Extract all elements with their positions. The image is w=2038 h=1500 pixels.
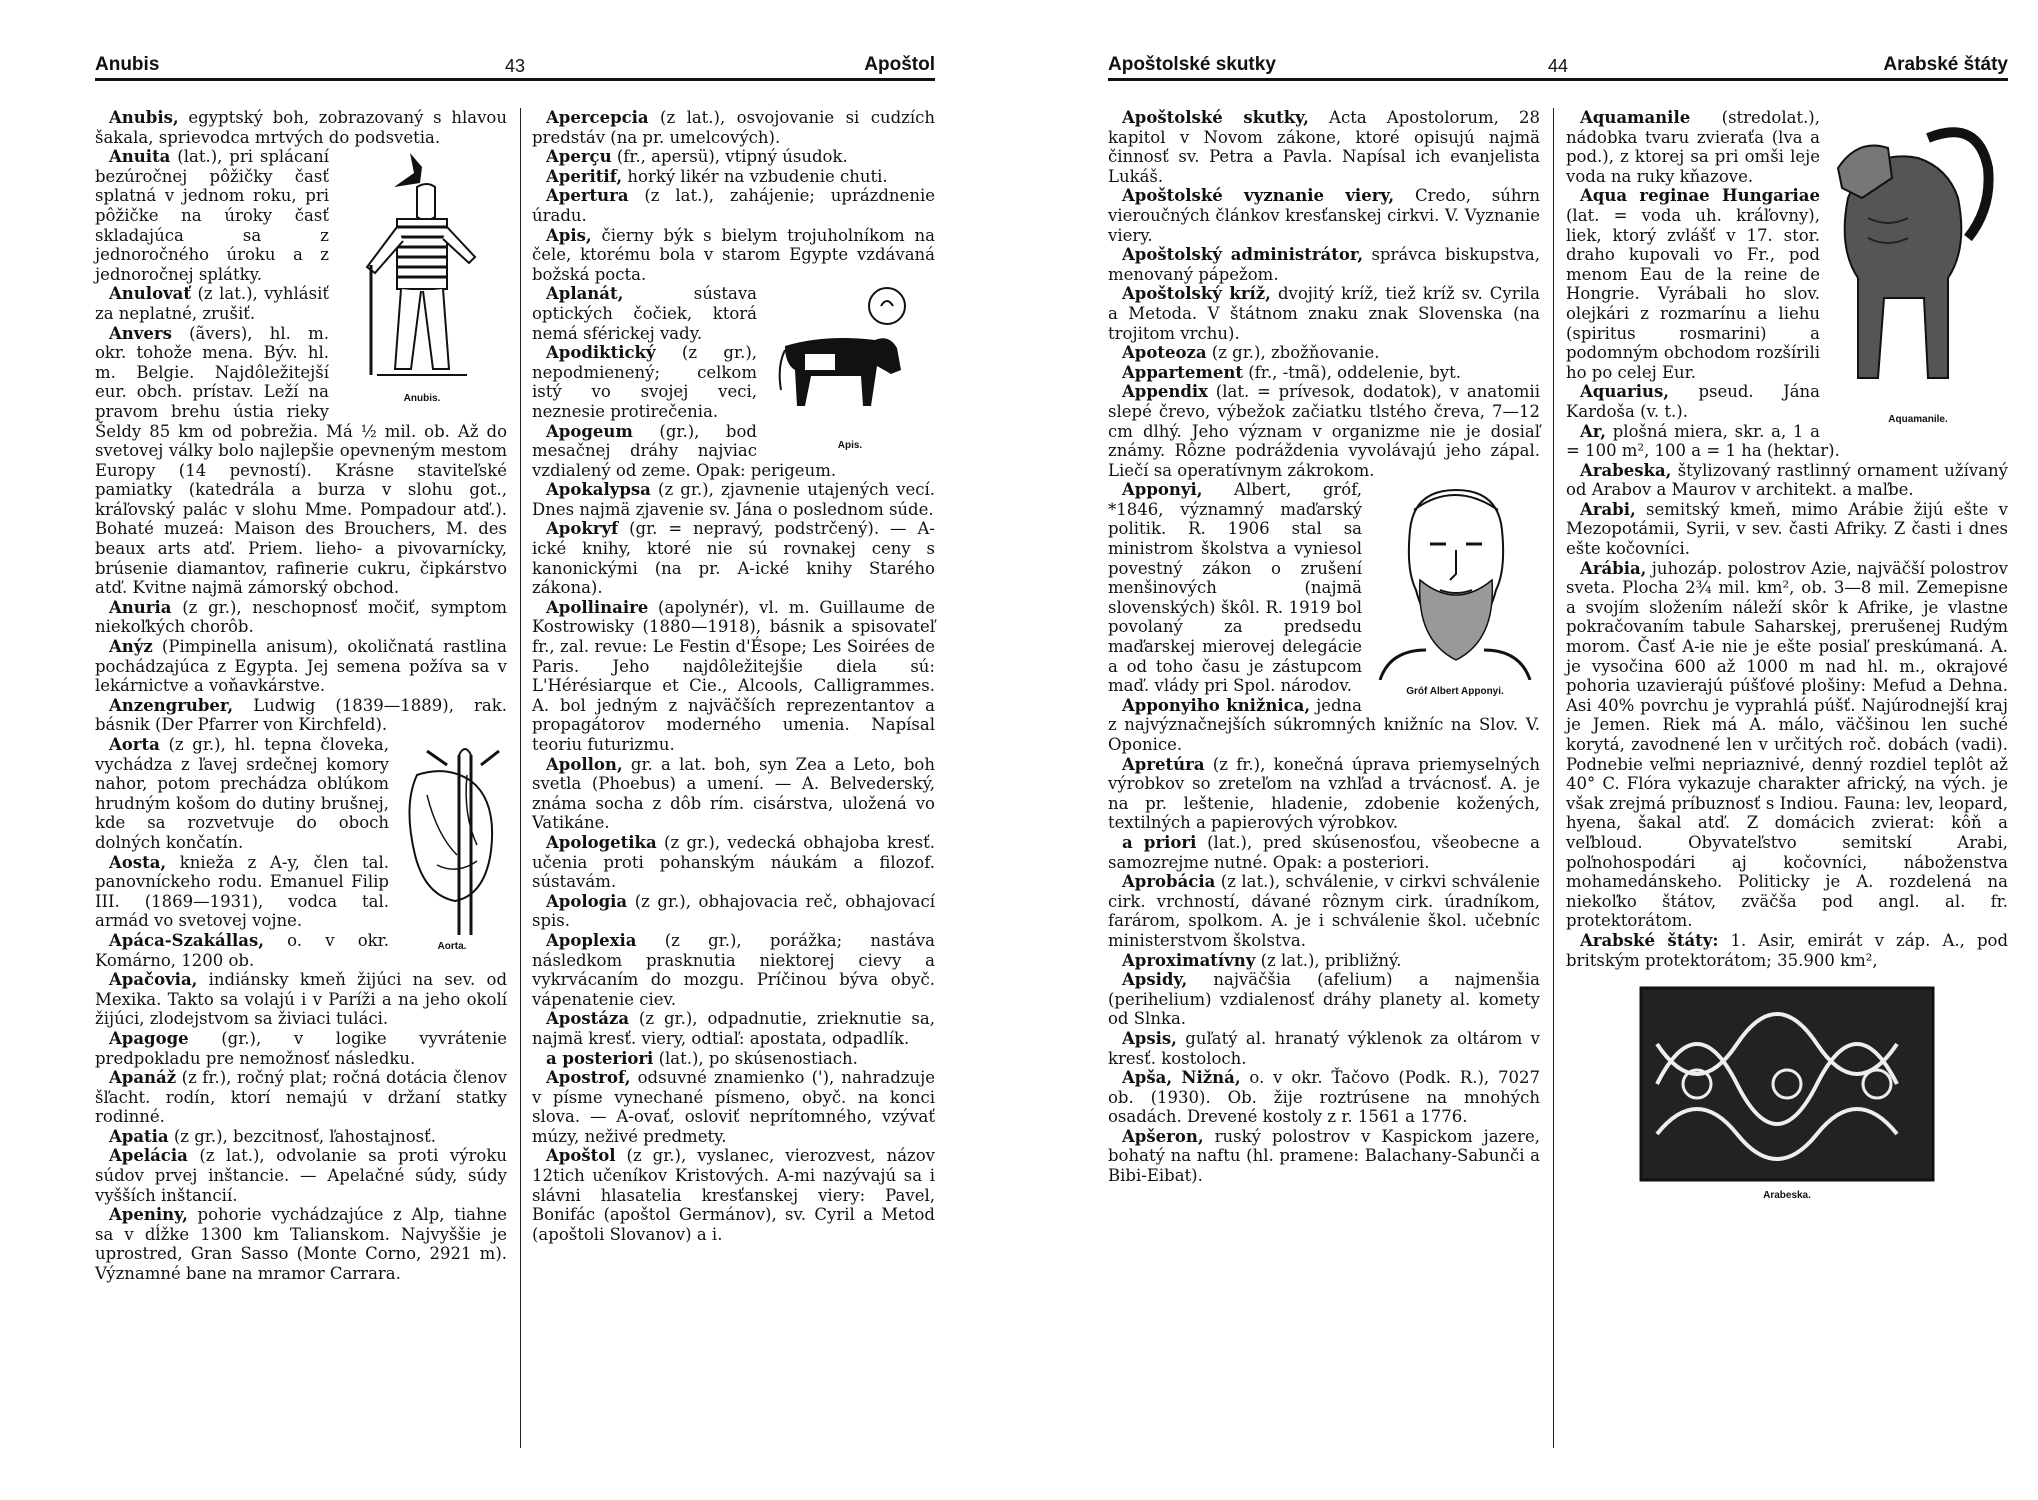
figure-anubis (337, 147, 507, 409)
figure-apis (765, 284, 935, 456)
right-page (1028, 0, 2038, 1500)
entry-arabeska: Arabeska, štylizovaný rastlinný ornament užívaný od Arabov a Maurov v architekt. a maľbe. (1566, 460, 2008, 500)
left-page (0, 0, 1010, 1500)
entry-apaca-szakallas: Apáca-Szakállas, o. v okr. Komárno, 1200 ob. (95, 930, 389, 970)
entry-aproximativny: Aproximatívny (z lat.), približný. (1122, 950, 1402, 970)
entry-anuita: Anuita (lat.), pri splácaní bezúročnej pôžičky časť splatná v jednom roku, pri pôžičke na úroky časť skladajúca sa z jednoročného úroku a z jednoročnej splátky. (95, 147, 329, 284)
entry-apsa-nizna: Apša, Nižná, o. v okr. Ťačovo (Podk. R.), 7027 ob. (1930). Ob. žije roztrúsene na mnohých osadách. Drevené kostoly z r. 1561 a 1776. (1108, 1068, 1540, 1127)
entry-a-priori: a priori (lat.), pred skúsenosťou, všeobecne a samozrejme nutné. Opak: a posteriori. (1108, 832, 1540, 872)
entry-apostaza: Apostáza (z gr.), odpadnutie, zrieknutie sa, najmä kresť. viery, odtiaľ: apostata, odpadlík. (532, 1009, 935, 1048)
aorta-caption: Aorta. (437, 941, 467, 952)
right-page-number: 44 (1547, 56, 1569, 76)
entry-aprobacia: Aprobácia (z lat.), schválenie, v cirkvi schválenie cirk. vrchností, dávané rôznym cirk. úradníkom, farárom, spolkom. A. je i schválenie škol. učebníc ministerstvom školstva. (1108, 872, 1540, 950)
entry-aquamanile: Aquamanile (stredolat.), nádobka tvaru zvieraťa (lva a pod.), z ktorej sa pri omši leje voda na ruky kňazove. (1566, 108, 1820, 186)
entry-apsidy: Apsidy, najväčšia (afelium) a najmenšia (perihelium) vzdialenosť dráhy planety al. komety od Slnka. (1108, 970, 1540, 1029)
entry-anyz: Anýz (Pimpinella anisum), okoličnatá rastlina pochádzajúca z Egypta. Jej semena požíva sa v lekárnictve a voňavkárstve. (95, 637, 507, 696)
aquamanile-caption: Aquamanile. (1888, 414, 1948, 425)
right-column-divider (1553, 108, 1554, 1448)
entry-apanaz: Apanáž (z fr.), ročný plat; ročná dotácia členov šľacht. rodín, ktorí nemajú v držaní statky rodinné. (95, 1068, 507, 1127)
entry-apoteoza: Apoteoza (z gr.), zbožňovanie. (1122, 343, 1380, 363)
entry-apodikticky: Apodiktický (z gr.), nepodmienený; celkom istý vo svojej veci, neznesie protirečenia. (532, 343, 757, 421)
entry-apertura: Apertura (z lat.), zahájenie; uprázdnenie úradu. (532, 186, 935, 225)
left-header-last-entry: Apoštol (864, 54, 935, 75)
left-page-header (95, 54, 935, 81)
left-page-column-2 (532, 108, 935, 1244)
right-page-column-1 (1108, 108, 1540, 1186)
entry-apostol: Apoštol (z gr.), vyslanec, vierozvest, názov 12tich učeníkov Kristových. A-mi nazývajú sa i slávni hlasatelia kresťanskej viery: Pavel, Bonifác (apoštol Germánov), sv. Cyril a Metod (apoštoli Slovanov) a i. (532, 1146, 935, 1244)
entry-apponyiho-kniznica: Apponyiho knižnica, jedna z najvýznačnejších súkromných knižníc na Slov. V. Oponice. (1108, 695, 1540, 754)
left-page-column-1 (95, 108, 507, 1284)
right-page-column-2 (1566, 108, 2008, 1206)
right-header-last-entry: Arabské štáty (1883, 54, 2008, 75)
entry-anuria: Anuria (z gr.), neschopnosť močiť, symptom niekoľkých chorôb. (95, 597, 507, 637)
entry-ar: Ar, plošná miera, skr. a, 1 a = 100 m², 100 a = 1 ha (hektar). (1566, 421, 1840, 461)
entry-aperitif: Aperitif, horký likér na vzbudenie chuti. (546, 166, 888, 186)
entry-apostrof: Apostrof, odsuvné znamienko ('), nahradzuje v písme vynechané písmeno, obyč. na konci slova. — A-ovať, osloviť neprítomného, vzývať múzy, neživé predmety. (532, 1068, 935, 1146)
entry-apercepcia: Apercepcia (z lat.), osvojovanie si cudzích predstáv (na pr. umelcových). (532, 108, 935, 147)
entry-apponyi: Apponyi, Albert, gróf, *1846, významný maďarský politik. R. 1906 stal sa ministrom školstva a vyniesol povestný zákon o zrušení menšinových (najmä slovenských) škôl. R. 1919 bol povolaný za predsedu maďarskej mierovej delegácie a od toho času je zástupcom maď. vlády pri Spol. národov. (1108, 480, 1362, 696)
left-column-divider (520, 108, 521, 1448)
entry-arabia: Arábia, juhozáp. polostrov Azie, najväčší polostrov sveta. Plocha 2¾ mil. km², ob. 3—8 mil. Zemepisne a svojím složením náleží skôr k Afrike, je vlastne pokračovaním tabule Saharskej, prerušenej Rudým morom. Časť A-ie nie je ešte posiaľ preskúmaná. A. je vysočina 600 až 1000 m nad hl. m., okrajové pohoria uzavierajú púšťové plošiny: Mefud a Dehna. Asi 40% povrchu je vyprahlá púšť. Najúrodnejší kraj je Jemen. Riek má A. málo, väčšinou len suché korytá, zavodnené len v určitých roč. dobách (vadi). Podnebie veľmi nepriaznivé, denný rozdiel teplôt až 40° C. Flóra vykazuje charakter africký, na vých. je však zrejmá príbuznosť s Indiou. Fauna: lev, leopard, hyena, šakal atď. Z domácich zvierat: kôň a veľbloud. Obyvateľstvo semitskí Arabi, poľnohospodári aj kočovníci, náboženstva mohamedánskeho. Politicky je A. rozdelená na niekoľko štátov, zväčša pod angl. al. fr. protektorátom. (1566, 558, 2008, 931)
arabeska-caption: Arabeska. (1763, 1190, 1811, 1202)
right-page-header (1108, 54, 2008, 81)
entry-arabske-staty: Arabské štáty: 1. Asir, emirát v záp. A., pod britským protektorátom; 35.900 km², (1566, 930, 2009, 970)
entry-a-posteriori: a posteriori (lat.), po skúsenostiach. (546, 1048, 858, 1068)
entry-apostolske-vyznanie: Apoštolské vyznanie viery, Credo, súhrn vieroučných článkov kresťanskej cirkvi. V. Vyznanie viery. (1108, 186, 1540, 245)
entry-apacovia: Apačovia, indiánsky kmeň žijúci na sev. od Mexika. Takto sa volajú i v Paríži a na jeho okolí žijúci, zlodejstvom sa živiaci tuláci. (95, 970, 507, 1029)
right-header-first-entry: Apoštolské skutky (1108, 54, 1276, 75)
entry-arabi: Arabi, semitský kmeň, mimo Arábie žijú ešte v Mezopotámii, Syrii, v sev. časti Afriky. Z časti i dnes ešte kočovníci. (1566, 499, 2008, 559)
entry-apeniny: Apeniny, pohorie vychádzajúce z Alp, tiahne sa v dĺžke 1300 km Talianskom. Najvyššie je uprostred, Gran Sasso (Monte Corno, 2921 m). Významné bane na mramor Carrara. (95, 1205, 507, 1284)
left-header-first-entry: Anubis (95, 54, 160, 75)
entry-apelacia: Apelácia (z lat.), odvolanie sa proti výroku súdov prvej inštancie. — Apelačné súdy, súdy vyšších inštancií. (95, 1146, 507, 1205)
entry-apologetika: Apologetika (z gr.), vedecká obhajoba kresť. učenia proti pohanským náukám a filozof. sústavám. (532, 832, 935, 892)
figure-aquamanile (1828, 108, 2008, 430)
anubis-caption: Anubis. (403, 393, 441, 405)
entry-apseron: Apšeron, ruský polostrov v Kaspickom jazere, bohatý na naftu (hl. pramene: Balachany-Sabunči a Bibi-Eibat). (1108, 1126, 1540, 1186)
entry-apollinaire: Apollinaire (apolynér), vl. m. Guillaume de Kostrowisky (1880—1918), básnik a spisovateľ fr., zal. revue: Le Festin d'Ésope; Les Soirées de Paris. Jeho najdôležitejšie diela sú: L'Hérésiarque et Cie., Alcools, Calligrammes. A. bol jedným z najväčších reprezentantov a propagátorov moderného umenia. Napísal teoriu futurizmu. (532, 597, 935, 754)
entry-aplanat: Aplanát, sústava optických čočiek, ktorá nemá sférickej vady. (532, 284, 757, 343)
entry-aquarius: Aquarius, pseud. Jána Kardoša (v. t.). (1566, 382, 1820, 421)
entry-apokryf: Apokryf (gr. = nepravý, podstrčený). — A-ické knihy, ktoré nie sú rovnakej ceny s kanonickými (na pr. A-ické knihy Starého zákona). (532, 519, 935, 598)
aquamanile-illustration (1828, 108, 2008, 408)
entry-apostolsky-administrator: Apoštolský administrátor, správca biskupstva, menovaný pápežom. (1108, 245, 1540, 284)
left-page-number: 43 (504, 56, 526, 76)
apis-illustration (765, 284, 935, 434)
entry-appartement: Appartement (fr., -tmã), oddelenie, byt. (1122, 362, 1461, 382)
entry-anzengruber: Anzengruber, Ludwig (1839—1889), rak. básnik (Der Pfarrer von Kirchfeld). (95, 695, 507, 735)
entry-apercu: Aperçu (fr., apersü), vtipný úsudok. (546, 147, 848, 167)
entry-apatia: Apatia (z gr.), bezcitnosť, ľahostajnosť. (109, 1126, 437, 1146)
entry-aqua-reginae: Aqua reginae Hungariae (lat. = voda uh. kráľovny), liek, ktorý zvlášť v 17. stor. draho kupovali vo Fr., pod menom Eau de la reine de Hongrie. Vyrábali ho slov. olejkári z rozmarínu a liehu (spiritus rosmarini) a podomným obchodom rozšírili ho po celej Eur. (1566, 186, 1820, 382)
figure-aorta (397, 735, 507, 957)
entry-anubis: Anubis, egyptský boh, zobrazovaný s hlavou šakala, sprievodca mrtvých do podsvetia. (95, 108, 507, 147)
arabeska-ornament (1637, 984, 1937, 1184)
entry-apostolsky-kriz: Apoštolský kríž, dvojitý kríž, tiež kríž sv. Cyrila a Metoda. V štátnom znaku znak Slovenska (na trojitom vrchu). (1108, 284, 1540, 343)
figure-arabeska (1637, 984, 1937, 1206)
entry-apokalypsa: Apokalypsa (z gr.), zjavnenie utajených vecí. Dnes najmä zjavenie sv. Jána o poslednom súde. (532, 480, 935, 519)
apponyi-portrait (1370, 480, 1540, 680)
anubis-illustration (337, 147, 507, 387)
entry-aosta: Aosta, knieža z A-y, člen tal. panovníckeho rodu. Emanuel Filip III. (1869—1931), vodca tal. armád vo svetovej vojne. (95, 852, 389, 931)
apponyi-caption: Gróf Albert Apponyi. (1406, 686, 1504, 698)
figure-apponyi (1370, 480, 1540, 702)
entry-apis: Apis, čierny býk s bielym trojuholníkom na čele, ktorému bola v starom Egypte vzdávaná božská pocta. (532, 225, 935, 284)
entry-apsis: Apsis, guľatý al. hranatý výklenok za oltárom v kresť. kostoloch. (1108, 1028, 1540, 1068)
entry-apoplexia: Apoplexia (z gr.), porážka; nastáva následkom prasknutia niektorej cievy a vykrvácaním do mozgu. Príčinou býva obyč. vápenatenie ciev. (532, 930, 935, 1009)
entry-apologia: Apologia (z gr.), obhajovacia reč, obhajovací spis. (532, 891, 935, 931)
entry-apretura: Apretúra (z fr.), konečná úprava priemyselných výrobkov so zreteľom na vzhľad a trvácnosť. A. je na pr. leštenie, hladenie, zdobenie kožených, textilných a papierových výrobkov. (1108, 754, 1540, 833)
entry-appendix: Appendix (lat. = prívesok, dodatok), v anatomii slepé črevo, výbežok začiatku tlstého čreva, 7—12 cm dlhý. Jeho význam v organizme nie je dosiaľ známy. Rôzne podráždenia vyvolávajú jeho zápal. Liečí sa operatívnym zákrokom. (1108, 382, 1540, 480)
entry-anvers: Anvers (ãvers), hl. m. okr. tohože mena. Býv. hl. m. Belgie. Najdôležitejší eur. obch. prístav. Leží na pravom brehu ústia rieky Šeldy 85 km od pobrežia. Má ½ mil. ob. Až do svetovej války bolo najlepšie opevneným mestom Europy (14 pevností). Krásne staviteľské pamiatky (katedrála a burza v slohu got., kráľovský palác v slohu Mme. Pompadour atď.). Bohaté muzeá: Maison des Brouchers, M. des beaux arts atď. Priem. lieho- a pivovarnícky, brúsenie diamantov, rafinerie cukru, čipkárstvo atď. Kvitne najmä zámorský obchod. (95, 323, 507, 598)
apis-caption: Apis. (837, 440, 863, 452)
entry-aorta: Aorta (z gr.), hl. tepna človeka, vychádza z ľavej srdečnej komory nahor, potom prechádza oblúkom hrudným košom do dutiny brušnej, kde sa rozvetvuje do oboch dolných končatín. (95, 735, 389, 852)
aorta-illustration (397, 735, 507, 935)
entry-apollon: Apollon, gr. a lat. boh, syn Zea a Leto, boh svetla (Phoebus) a umení. — A. Belvederský, známa socha z dôb rím. cisárstva, uložená vo Vatikáne. (532, 754, 935, 833)
entry-apostolske-skutky: Apoštolské skutky, Acta Apostolorum, 28 kapitol v Novom zákone, ktoré opisujú najmä činnosť sv. Petra a Pavla. Napísal ich evanjelista Lukáš. (1108, 108, 1540, 186)
entry-apagoge: Apagoge (gr.), v logike vyvrátenie predpokladu pre nemožnosť následku. (95, 1028, 507, 1068)
entry-apogeum: Apogeum (gr.), bod mesačnej dráhy najviac vzdialený od zeme. Opak: perigeum. (532, 421, 837, 480)
entry-anulovat: Anulovať (z lat.), vyhlásiť za neplatné, zrušiť. (95, 284, 329, 323)
